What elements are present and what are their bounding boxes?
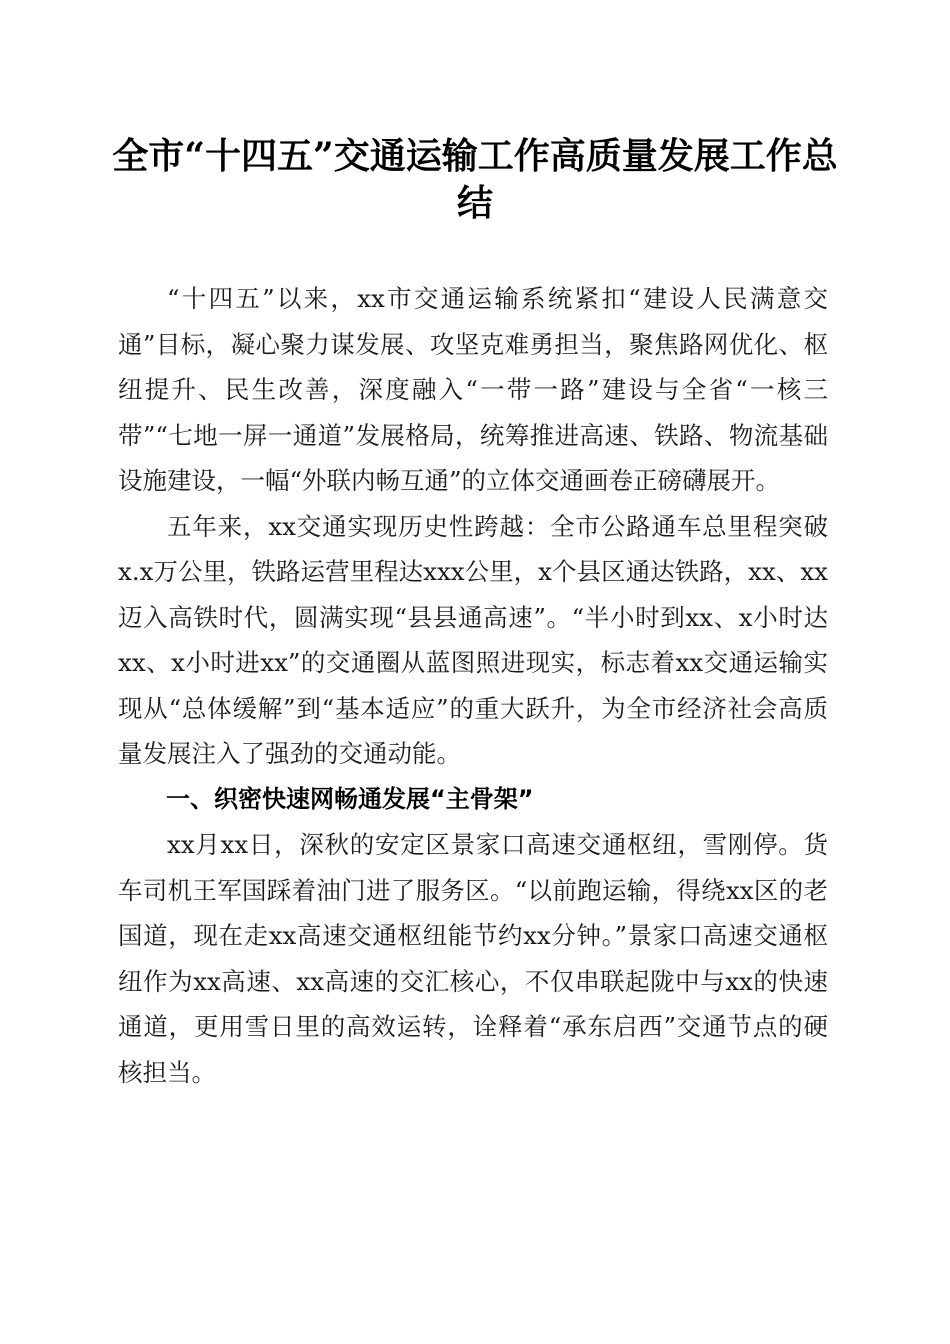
achievements-paragraph: 五年来，xx交通实现历史性跨越：全市公路通车总里程突破x.x万公里，铁路运营里程达xxx公里，x个县区通达铁路，xx、xx迈入高铁时代，圆满实现“县县通高速”。“半小时到xx、x小时达xx、x小时进xx”的交通圈从蓝图照进现实，标志着xx交通运输实现从“总体缓解”到“基本适应”的重大跃升，为全市经济社会高质量发展注入了强劲的交通动能。 — [118, 511, 828, 768]
section-heading: 一、织密快速网畅通发展“主骨架” — [166, 784, 534, 813]
document-title: 全市“十四五”交通运输工作高质量发展工作总结 — [112, 135, 838, 224]
section-paragraph: xx月xx日，深秋的安定区景家口高速交通枢纽，雪刚停。货车司机王军国踩着油门进了服务区。“以前跑运输，得绕xx区的老国道，现在走xx高速交通枢纽能节约xx分钟。”景家口高速交通枢纽作为xx高速、xx高速的交汇核心，不仅串联起陇中与xx的快速通道，更用雪日里的高效运转，诠释着“承东启西”交通节点的硬核担当。 — [118, 830, 828, 1087]
document-body — [118, 276, 828, 1095]
intro-paragraph: “十四五”以来，xx市交通运输系统紧扣“建设人民满意交通”目标，凝心聚力谋发展、攻坚克难勇担当，聚焦路网优化、枢纽提升、民生改善，深度融入“一带一路”建设与全省“一核三带”“七地一屏一通道”发展格局，统筹推进高速、铁路、物流基础设施建设，一幅“外联内畅互通”的立体交通画卷正磅礴展开。 — [118, 284, 828, 495]
